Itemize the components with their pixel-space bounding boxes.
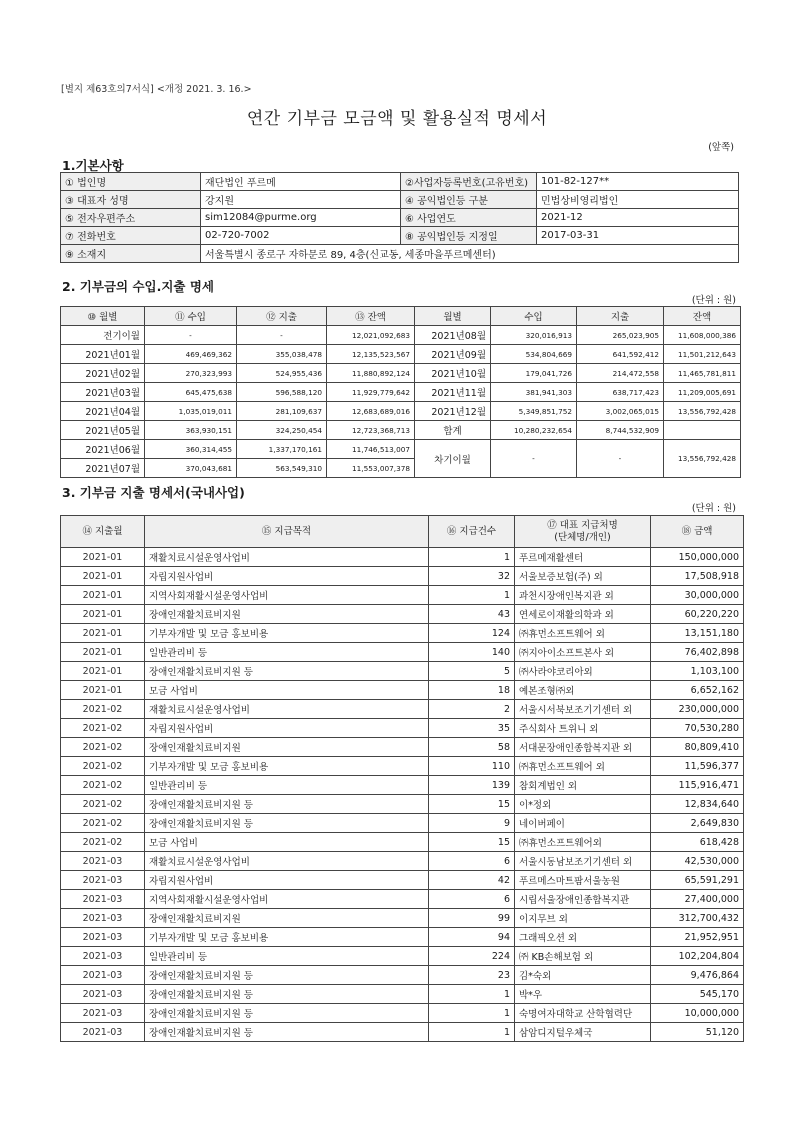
column-header-payee (515, 516, 651, 548)
income-cell: 360,314,455 (145, 440, 237, 459)
expense-month: 2021-01 (61, 624, 145, 643)
expense-amount: 312,700,432 (651, 909, 744, 928)
balance-cell: 11,608,000,386 (664, 326, 741, 345)
expense-payee: 연세로이재활의학과 외 (515, 605, 651, 624)
expense-purpose: 장애인재활치료비지원 (145, 605, 429, 624)
expense-purpose: 기부자개발 및 모금 홍보비용 (145, 757, 429, 776)
expense-amount: 230,000,000 (651, 700, 744, 719)
expense-purpose: 기부자개발 및 모금 홍보비용 (145, 624, 429, 643)
table-row (61, 681, 744, 700)
expense-payee: 과천시장애인복지관 외 (515, 586, 651, 605)
expense-cell: 355,038,478 (237, 345, 327, 364)
expense-month: 2021-02 (61, 757, 145, 776)
expenditure-table (60, 515, 744, 1042)
info-value: 2021-12 (537, 209, 739, 227)
expense-amount: 51,120 (651, 1023, 744, 1042)
document-title: 연간 기부금 모금액 및 활용실적 명세서 (246, 109, 548, 129)
expense-payee: 그래픽오션 외 (515, 928, 651, 947)
expense-count: 6 (429, 852, 515, 871)
balance-cell: 11,553,007,378 (327, 459, 415, 478)
income-cell: 645,475,638 (145, 383, 237, 402)
page-side-label: (앞쪽) (708, 142, 734, 153)
expense-month: 2021-03 (61, 909, 145, 928)
table-row (61, 833, 744, 852)
expense-purpose: 일반관리비 등 (145, 776, 429, 795)
month-cell: 2021년12월 (415, 402, 491, 421)
expense-month: 2021-01 (61, 548, 145, 567)
expense-count: 224 (429, 947, 515, 966)
info-value: 강지원 (201, 191, 401, 209)
expense-count: 140 (429, 643, 515, 662)
expense-payee: 서대문장애인종합복지관 외 (515, 738, 651, 757)
expense-cell: 3,002,065,015 (577, 402, 664, 421)
month-cell: 전기이월 (61, 326, 145, 345)
info-value: sim12084@purme.org (201, 209, 401, 227)
balance-cell: 11,746,513,007 (327, 440, 415, 459)
expense-amount: 12,834,640 (651, 795, 744, 814)
expense-count: 1 (429, 985, 515, 1004)
month-cell: 2021년02월 (61, 364, 145, 383)
column-header: 잔액 (664, 307, 741, 326)
expense-count: 15 (429, 795, 515, 814)
month-cell: 2021년05월 (61, 421, 145, 440)
income-cell: 469,469,362 (145, 345, 237, 364)
expense-payee: 주식회사 트위니 외 (515, 719, 651, 738)
expense-amount: 80,809,410 (651, 738, 744, 757)
expense-amount: 618,428 (651, 833, 744, 852)
expense-month: 2021-02 (61, 738, 145, 757)
expense-month: 2021-03 (61, 890, 145, 909)
expense-purpose: 자립지원사업비 (145, 567, 429, 586)
expense-amount: 21,952,951 (651, 928, 744, 947)
expense-count: 1 (429, 1023, 515, 1042)
info-value: 02-720-7002 (201, 227, 401, 245)
table-row (61, 364, 741, 383)
month-cell: 2021년07월 (61, 459, 145, 478)
income-cell: 381,941,303 (491, 383, 577, 402)
info-row (61, 209, 739, 227)
table-row (61, 719, 744, 738)
expense-payee: ㈜휴먼소프트웨어 외 (515, 757, 651, 776)
table-row (61, 1004, 744, 1023)
expense-cell: 214,472,558 (577, 364, 664, 383)
info-row (61, 173, 739, 191)
expense-amount: 10,000,000 (651, 1004, 744, 1023)
balance-cell: 12,683,689,016 (327, 402, 415, 421)
info-value: 101-82-127** (537, 173, 739, 191)
info-row (61, 191, 739, 209)
expense-count: 15 (429, 833, 515, 852)
table-row (61, 662, 744, 681)
expense-month: 2021-01 (61, 605, 145, 624)
info-label: ⑥ 사업연도 (401, 209, 537, 227)
income-cell: 5,349,851,752 (491, 402, 577, 421)
expense-amount: 102,204,804 (651, 947, 744, 966)
expense-amount: 30,000,000 (651, 586, 744, 605)
expense-month: 2021-03 (61, 871, 145, 890)
month-cell: 2021년01월 (61, 345, 145, 364)
expense-count: 1 (429, 1004, 515, 1023)
balance-cell: 12,021,092,683 (327, 326, 415, 345)
expense-amount: 1,103,100 (651, 662, 744, 681)
expense-month: 2021-02 (61, 795, 145, 814)
month-cell: 2021년04월 (61, 402, 145, 421)
info-label: ⑧ 공익법인등 지정일 (401, 227, 537, 245)
expense-count: 2 (429, 700, 515, 719)
table-row (61, 928, 744, 947)
expense-month: 2021-01 (61, 586, 145, 605)
expense-payee: ㈜지아이소프트본사 외 (515, 643, 651, 662)
table-row (61, 402, 741, 421)
info-value: 재단법인 푸르메 (201, 173, 401, 191)
expense-count: 32 (429, 567, 515, 586)
table-row (61, 947, 744, 966)
table-row (61, 383, 741, 402)
expense-count: 42 (429, 871, 515, 890)
expense-month: 2021-01 (61, 681, 145, 700)
expense-count: 43 (429, 605, 515, 624)
income-expense-table (60, 306, 741, 478)
table-row (61, 440, 741, 459)
expense-count: 1 (429, 548, 515, 567)
expense-payee: ㈜휴먼소프트웨어 외 (515, 624, 651, 643)
section2-title: 2. 기부금의 수입.지출 명세 (62, 279, 215, 294)
expense-month: 2021-03 (61, 1004, 145, 1023)
expense-purpose: 지역사회재활시설운영사업비 (145, 890, 429, 909)
expense-amount: 65,591,291 (651, 871, 744, 890)
table-row (61, 909, 744, 928)
expense-cell: 638,717,423 (577, 383, 664, 402)
table-row (61, 643, 744, 662)
table-row (61, 567, 744, 586)
carry-income: - (491, 440, 577, 478)
expense-month: 2021-02 (61, 700, 145, 719)
table-row (61, 738, 744, 757)
column-header: ⑩ 월별 (61, 307, 145, 326)
expense-payee: ㈜ KB손해보험 외 (515, 947, 651, 966)
expense-purpose: 장애인재활치료비지원 등 (145, 814, 429, 833)
expense-payee: 푸르메재활센터 (515, 548, 651, 567)
expense-month: 2021-03 (61, 1023, 145, 1042)
expense-amount: 27,400,000 (651, 890, 744, 909)
expense-month: 2021-03 (61, 985, 145, 1004)
info-label: ① 법인명 (61, 173, 201, 191)
expense-count: 58 (429, 738, 515, 757)
expense-month: 2021-03 (61, 852, 145, 871)
expense-purpose: 재활치료시설운영사업비 (145, 548, 429, 567)
balance-cell: 13,556,792,428 (664, 402, 741, 421)
info-value: 2017-03-31 (537, 227, 739, 245)
expense-month: 2021-02 (61, 814, 145, 833)
expense-month: 2021-03 (61, 966, 145, 985)
expense-count: 94 (429, 928, 515, 947)
expense-amount: 13,151,180 (651, 624, 744, 643)
expense-purpose: 일반관리비 등 (145, 947, 429, 966)
column-header: 수입 (491, 307, 577, 326)
expense-month: 2021-03 (61, 947, 145, 966)
expense-cell: 1,337,170,161 (237, 440, 327, 459)
table-row (61, 1023, 744, 1042)
month-cell: 2021년11월 (415, 383, 491, 402)
column-header-month: ⑭ 지출월 (61, 516, 145, 548)
expense-purpose: 모금 사업비 (145, 681, 429, 700)
section3-title: 3. 기부금 지출 명세서(국내사업) (62, 485, 245, 500)
expense-count: 124 (429, 624, 515, 643)
section2-unit: (단위 : 원) (691, 295, 736, 306)
header-row (61, 516, 744, 548)
expense-purpose: 기부자개발 및 모금 홍보비용 (145, 928, 429, 947)
carry-balance: 13,556,792,428 (664, 440, 741, 478)
expense-count: 9 (429, 814, 515, 833)
expense-amount: 60,220,220 (651, 605, 744, 624)
expense-count: 18 (429, 681, 515, 700)
expense-purpose: 장애인재활치료비지원 (145, 909, 429, 928)
expense-purpose: 지역사회재활시설운영사업비 (145, 586, 429, 605)
expense-amount: 6,652,162 (651, 681, 744, 700)
income-cell: 179,041,726 (491, 364, 577, 383)
income-cell: 1,035,019,011 (145, 402, 237, 421)
expense-cell: 281,109,637 (237, 402, 327, 421)
info-row (61, 227, 739, 245)
expense-amount: 9,476,864 (651, 966, 744, 985)
expense-payee: 서울보증보험(주) 외 (515, 567, 651, 586)
column-header-purpose: ⑮ 지급목적 (145, 516, 429, 548)
expense-purpose: 재활치료시설운영사업비 (145, 852, 429, 871)
column-header: ⑪ 수입 (145, 307, 237, 326)
column-header-amount: ⑱ 금액 (651, 516, 744, 548)
expense-payee: 네이버페이 (515, 814, 651, 833)
table-row (61, 871, 744, 890)
expense-amount: 17,508,918 (651, 567, 744, 586)
month-cell: 2021년03월 (61, 383, 145, 402)
table-row (61, 326, 741, 345)
table-row (61, 852, 744, 871)
info-label: ②사업자등록번호(고유번호) (401, 173, 537, 191)
income-cell: 10,280,232,654 (491, 421, 577, 440)
expense-month: 2021-02 (61, 833, 145, 852)
expense-count: 23 (429, 966, 515, 985)
expense-count: 5 (429, 662, 515, 681)
month-cell: 합계 (415, 421, 491, 440)
table-row (61, 966, 744, 985)
column-header: 지출 (577, 307, 664, 326)
expense-purpose: 장애인재활치료비지원 (145, 738, 429, 757)
expense-purpose: 자립지원사업비 (145, 719, 429, 738)
form-identifier: [별지 제63호의7서식] <개정 2021. 3. 16.> (61, 84, 252, 95)
income-cell: 363,930,151 (145, 421, 237, 440)
address-label: ⑨ 소재지 (61, 245, 201, 263)
expense-purpose: 장애인재활치료비지원 등 (145, 966, 429, 985)
month-cell: 2021년08월 (415, 326, 491, 345)
balance-cell: 11,465,781,811 (664, 364, 741, 383)
info-label: ⑤ 전자우편주소 (61, 209, 201, 227)
expense-payee: 서울시서북보조기기센터 외 (515, 700, 651, 719)
balance-cell: 12,723,368,713 (327, 421, 415, 440)
expense-cell: 265,023,905 (577, 326, 664, 345)
table-row (61, 814, 744, 833)
expense-cell: - (237, 326, 327, 345)
expense-cell: 524,955,436 (237, 364, 327, 383)
expense-amount: 76,402,898 (651, 643, 744, 662)
payee-header-line1: ⑰ 대표 지급처명 (547, 519, 618, 531)
expense-month: 2021-01 (61, 662, 145, 681)
table-row (61, 795, 744, 814)
expense-payee: 푸르메스마트팜서울농원 (515, 871, 651, 890)
expense-payee: 김*숙외 (515, 966, 651, 985)
expense-cell: 641,592,412 (577, 345, 664, 364)
table-row (61, 757, 744, 776)
expense-month: 2021-01 (61, 567, 145, 586)
table-row (61, 345, 741, 364)
table-row (61, 890, 744, 909)
expense-purpose: 장애인재활치료비지원 등 (145, 795, 429, 814)
income-cell: 320,016,913 (491, 326, 577, 345)
column-header: ⑬ 잔액 (327, 307, 415, 326)
month-cell: 2021년09월 (415, 345, 491, 364)
carry-forward-label: 차기이월 (415, 440, 491, 478)
table-row (61, 985, 744, 1004)
expense-payee: 삼암디지털우체국 (515, 1023, 651, 1042)
income-cell: 534,804,669 (491, 345, 577, 364)
income-cell: 270,323,993 (145, 364, 237, 383)
expense-purpose: 모금 사업비 (145, 833, 429, 852)
expense-purpose: 자립지원사업비 (145, 871, 429, 890)
expense-payee: 참회계법인 외 (515, 776, 651, 795)
month-cell: 2021년06월 (61, 440, 145, 459)
balance-cell: 11,209,005,691 (664, 383, 741, 402)
expense-payee: 이지무브 외 (515, 909, 651, 928)
section1-title: 1.기본사항 (62, 158, 124, 173)
table-row (61, 700, 744, 719)
table-row (61, 605, 744, 624)
balance-cell (664, 421, 741, 440)
expense-count: 110 (429, 757, 515, 776)
expense-count: 1 (429, 586, 515, 605)
table-row (61, 624, 744, 643)
balance-cell: 12,135,523,567 (327, 345, 415, 364)
expense-amount: 11,596,377 (651, 757, 744, 776)
expense-purpose: 재활치료시설운영사업비 (145, 700, 429, 719)
balance-cell: 11,929,779,642 (327, 383, 415, 402)
expense-month: 2021-02 (61, 719, 145, 738)
expense-payee: 서울시동남보조기기센터 외 (515, 852, 651, 871)
section3-unit: (단위 : 원) (691, 503, 736, 514)
balance-cell: 11,501,212,643 (664, 345, 741, 364)
column-header-count: ⑯ 지급건수 (429, 516, 515, 548)
expense-month: 2021-02 (61, 776, 145, 795)
expense-payee: ㈜휴먼소프트웨어외 (515, 833, 651, 852)
info-label: ⑦ 전화번호 (61, 227, 201, 245)
expense-cell: 8,744,532,909 (577, 421, 664, 440)
expense-amount: 42,530,000 (651, 852, 744, 871)
expense-count: 139 (429, 776, 515, 795)
payee-header-line2: (단체명/개인) (554, 531, 611, 543)
info-label: ③ 대표자 성명 (61, 191, 201, 209)
expense-amount: 2,649,830 (651, 814, 744, 833)
expense-amount: 115,916,471 (651, 776, 744, 795)
info-value: 민법상비영리법인 (537, 191, 739, 209)
month-cell: 2021년10월 (415, 364, 491, 383)
table-row (61, 421, 741, 440)
expense-cell: 324,250,454 (237, 421, 327, 440)
address-value: 서울특별시 종로구 자하문로 89, 4층(신교동, 세종마을푸르메센터) (201, 245, 739, 263)
table-row (61, 548, 744, 567)
column-header: ⑫ 지출 (237, 307, 327, 326)
expense-purpose: 일반관리비 등 (145, 643, 429, 662)
header-row (61, 307, 741, 326)
column-header: 월별 (415, 307, 491, 326)
income-cell: - (145, 326, 237, 345)
table-row (61, 586, 744, 605)
balance-cell: 11,880,892,124 (327, 364, 415, 383)
expense-count: 99 (429, 909, 515, 928)
info-row-address (61, 245, 739, 263)
expense-purpose: 장애인재활치료비지원 등 (145, 662, 429, 681)
carry-expense: - (577, 440, 664, 478)
expense-count: 6 (429, 890, 515, 909)
expense-month: 2021-03 (61, 928, 145, 947)
expense-purpose: 장애인재활치료비지원 등 (145, 1004, 429, 1023)
expense-payee: 예본조형㈜외 (515, 681, 651, 700)
expense-payee: ㈜사라야코리아외 (515, 662, 651, 681)
income-cell: 370,043,681 (145, 459, 237, 478)
table-row (61, 776, 744, 795)
expense-purpose: 장애인재활치료비지원 등 (145, 1023, 429, 1042)
expense-cell: 596,588,120 (237, 383, 327, 402)
expense-payee: 시립서울장애인종합복지관 (515, 890, 651, 909)
expense-month: 2021-01 (61, 643, 145, 662)
expense-count: 35 (429, 719, 515, 738)
expense-amount: 70,530,280 (651, 719, 744, 738)
expense-cell: 563,549,310 (237, 459, 327, 478)
info-label: ④ 공익법인등 구분 (401, 191, 537, 209)
basic-info-table (60, 172, 739, 263)
expense-purpose: 장애인재활치료비지원 등 (145, 985, 429, 1004)
expense-payee: 박*우 (515, 985, 651, 1004)
expense-amount: 150,000,000 (651, 548, 744, 567)
expense-payee: 숙명여자대학교 산학협력단 (515, 1004, 651, 1023)
expense-payee: 이*정외 (515, 795, 651, 814)
expense-amount: 545,170 (651, 985, 744, 1004)
